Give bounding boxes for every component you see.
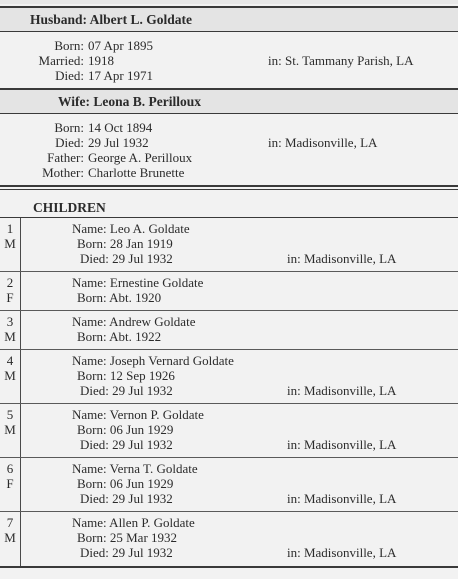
column-line	[20, 458, 21, 511]
child-born: Born: 06 Jun 1929	[77, 422, 174, 437]
child-born: Born: 12 Sep 1926	[77, 368, 175, 383]
row-separator	[0, 457, 458, 458]
child-died: Died: 29 Jul 1932	[80, 437, 173, 452]
wife-died-value: 29 Jul 1932	[88, 135, 149, 150]
bottom-rule	[0, 566, 458, 568]
wife-born-label: Born:	[54, 120, 84, 135]
wife-father-value: George A. Perilloux	[88, 150, 193, 165]
double-rule-top	[0, 185, 458, 187]
child-died: Died: 29 Jul 1932	[80, 383, 173, 398]
wife-mother-value: Charlotte Brunette	[88, 165, 185, 180]
child-died-place: in: Madisonville, LA	[287, 491, 397, 506]
child-sex: F	[6, 476, 14, 491]
child-name: Name: Joseph Vernard Goldate	[72, 353, 234, 368]
husband-born-value: 07 Apr 1895	[88, 38, 153, 53]
child-sex: M	[4, 530, 16, 545]
child-number: 5	[6, 407, 14, 422]
divider	[0, 31, 458, 32]
row-separator	[0, 310, 458, 311]
child-born: Born: 28 Jan 1919	[77, 236, 173, 251]
wife-died-label: Died:	[55, 135, 84, 150]
husband-married-value: 1918	[88, 53, 114, 68]
child-name: Name: Vernon P. Goldate	[72, 407, 204, 422]
child-number: 3	[6, 314, 14, 329]
child-died-place: in: Madisonville, LA	[287, 545, 397, 560]
husband-born-label: Born:	[54, 38, 84, 53]
husband-died-label: Died:	[55, 68, 84, 83]
double-rule-bottom	[0, 189, 458, 190]
child-born: Born: Abt. 1920	[77, 290, 162, 305]
child-number: 6	[6, 461, 14, 476]
child-number: 4	[6, 353, 14, 368]
children-header: CHILDREN	[33, 200, 106, 215]
column-line	[20, 218, 21, 271]
child-name: Name: Verna T. Goldate	[72, 461, 198, 476]
column-line	[20, 350, 21, 403]
wife-mother-label: Mother:	[42, 165, 84, 180]
top-edge	[0, 0, 458, 4]
column-line	[20, 311, 21, 349]
child-died-place: in: Madisonville, LA	[287, 251, 397, 266]
child-born: Born: 25 Mar 1932	[77, 530, 178, 545]
child-born: Born: 06 Jun 1929	[77, 476, 174, 491]
wife-born-value: 14 Oct 1894	[88, 120, 153, 135]
child-number: 1	[6, 221, 14, 236]
wife-header: Wife: Leona B. Perilloux	[58, 94, 201, 109]
child-died-place: in: Madisonville, LA	[287, 437, 397, 452]
column-line	[20, 404, 21, 457]
child-died: Died: 29 Jul 1932	[80, 545, 173, 560]
child-sex: M	[4, 329, 16, 344]
row-separator	[0, 511, 458, 512]
child-sex: M	[4, 422, 16, 437]
divider	[0, 113, 458, 114]
child-died: Died: 29 Jul 1932	[80, 251, 173, 266]
child-name: Name: Leo A. Goldate	[72, 221, 190, 236]
column-line	[20, 512, 21, 567]
husband-died-value: 17 Apr 1971	[88, 68, 153, 83]
child-number: 7	[6, 515, 14, 530]
child-sex: M	[4, 368, 16, 383]
husband-married-label: Married:	[38, 53, 84, 68]
child-name: Name: Andrew Goldate	[72, 314, 196, 329]
child-name: Name: Ernestine Goldate	[72, 275, 204, 290]
child-born: Born: Abt. 1922	[77, 329, 162, 344]
child-died: Died: 29 Jul 1932	[80, 491, 173, 506]
child-name: Name: Allen P. Goldate	[72, 515, 195, 530]
child-sex: F	[6, 290, 14, 305]
row-separator	[0, 349, 458, 350]
row-separator	[0, 403, 458, 404]
wife-father-label: Father:	[47, 150, 84, 165]
child-number: 2	[6, 275, 14, 290]
husband-married-place: in: St. Tammany Parish, LA	[268, 53, 414, 68]
row-separator	[0, 271, 458, 272]
child-died-place: in: Madisonville, LA	[287, 383, 397, 398]
wife-died-place: in: Madisonville, LA	[268, 135, 378, 150]
husband-header: Husband: Albert L. Goldate	[30, 12, 193, 27]
divider	[0, 217, 458, 218]
child-sex: M	[4, 236, 16, 251]
column-line	[20, 272, 21, 310]
